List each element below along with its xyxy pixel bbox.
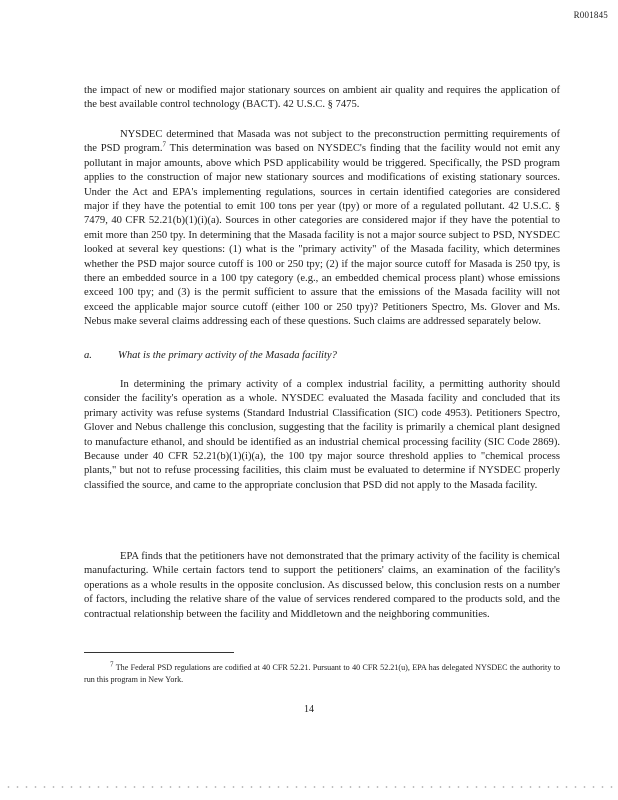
paragraph-continuation bbox=[84, 84, 560, 113]
paragraph-text: In determining the primary activity of a complex industrial facility, a permitting authority should consider the facility's operation as a whole. NYSDEC evaluated the Masada facility and concluded that its primary activity was refuse systems (Standard Industrial Classification (SIC) code 4953). Petitioners Spectro, Glover and Nebus challenge this conclusion, suggesting that the facility is primarily a chemical plant designed to manufacture ethanol, and should be identified as an industrial chemical processing facility (SIC Code 2869). Because under 40 CFR 52.21(b)(1)(i)(a), the 100 tpy major source threshold applies to "chemical process plants," but not to refuse processing facilities, this claim must be evaluated to determine if NYSDEC properly classified the source, and came to the appropriate conclusion that PSD did not apply to the Masada facility. bbox=[84, 379, 560, 491]
heading-text: What is the primary activity of the Masada facility? bbox=[118, 350, 337, 361]
page-number: 14 bbox=[304, 704, 314, 715]
heading-letter: a. bbox=[84, 350, 92, 361]
paragraph-text: EPA finds that the petitioners have not demonstrated that the primary activity of the facility is chemical manufacturing. While certain factors tend to support the petitioners' claims, an examination of the facility's operations as a whole results in the opposite conclusion. As discussed below, this conclusion rests on a number of factors, including the relative share of the value of services rendered compared to the products sold, and the contractual relationship between the facility and Middletown and the neighboring communities. bbox=[84, 551, 560, 620]
footnote bbox=[84, 662, 560, 686]
paragraph-epa-finding bbox=[84, 550, 560, 622]
paragraph-primary-activity bbox=[84, 378, 560, 493]
paragraph-psd-determination bbox=[84, 128, 560, 330]
paragraph-text: This determination was based on NYSDEC's finding that the facility would not emit any pollutant in major amounts, above which PSD applicability would be triggered. Specifically, the PSD program applies to the construction of major new stationary sources and modifications of existing stationary sources. Under the Act and EPA's implementing regulations, sources in certain identified categories are considered major if they have the potential to emit 100 tons per year (tpy) or more of a regulated pollutant. 42 U.S.C. § 7479, 40 CFR 52.21(b)(1)(i)(a). Sources in other categories are considered major if they have the potential to emit more than 250 tpy. In determining that the Masada facility is not a major source subject to PSD, NYSDEC looked at several key questions: (1) what is the "primary activity" of the Masada facility, which determines whether the PSD major source cutoff is 100 or 250 tpy; (2) if the major source cutoff for Masada is 250 tpy, is there an embedded source in a 100 tpy category (e.g., an embedded chemical process plant) whose emissions exceed 100 tpy; and (3) is the permit sufficient to assure that the emissions of the Masada facility will not exceed the applicable major source cutoff (either 100 or 250 tpy)? Petitioners Spectro, Ms. Glover and Ms. Nebus make several claims addressing each of these questions. Such claims are addressed separately below. bbox=[84, 143, 560, 328]
footnote-text: The Federal PSD regulations are codified at 40 CFR 52.21. Pursuant to 40 CFR 52.21(u), EPA has delegated NYSDEC the authority to run this program in New York. bbox=[84, 663, 560, 684]
paragraph-text: NYSDEC determined that Masada was not subject to the preconstruction permitting requirements of the PSD program. bbox=[84, 129, 560, 155]
section-heading bbox=[84, 350, 337, 361]
footnote-reference: 7 bbox=[162, 140, 167, 149]
footnote-mark: 7 bbox=[110, 660, 114, 669]
paragraph-text: the impact of new or modified major stationary sources on ambient air quality and requires the application of the best available control technology (BACT). 42 U.S.C. § 7475. bbox=[84, 85, 560, 111]
document-id: R001845 bbox=[573, 10, 608, 20]
scan-artifact-dots bbox=[4, 784, 614, 790]
footnote-divider bbox=[84, 652, 234, 653]
